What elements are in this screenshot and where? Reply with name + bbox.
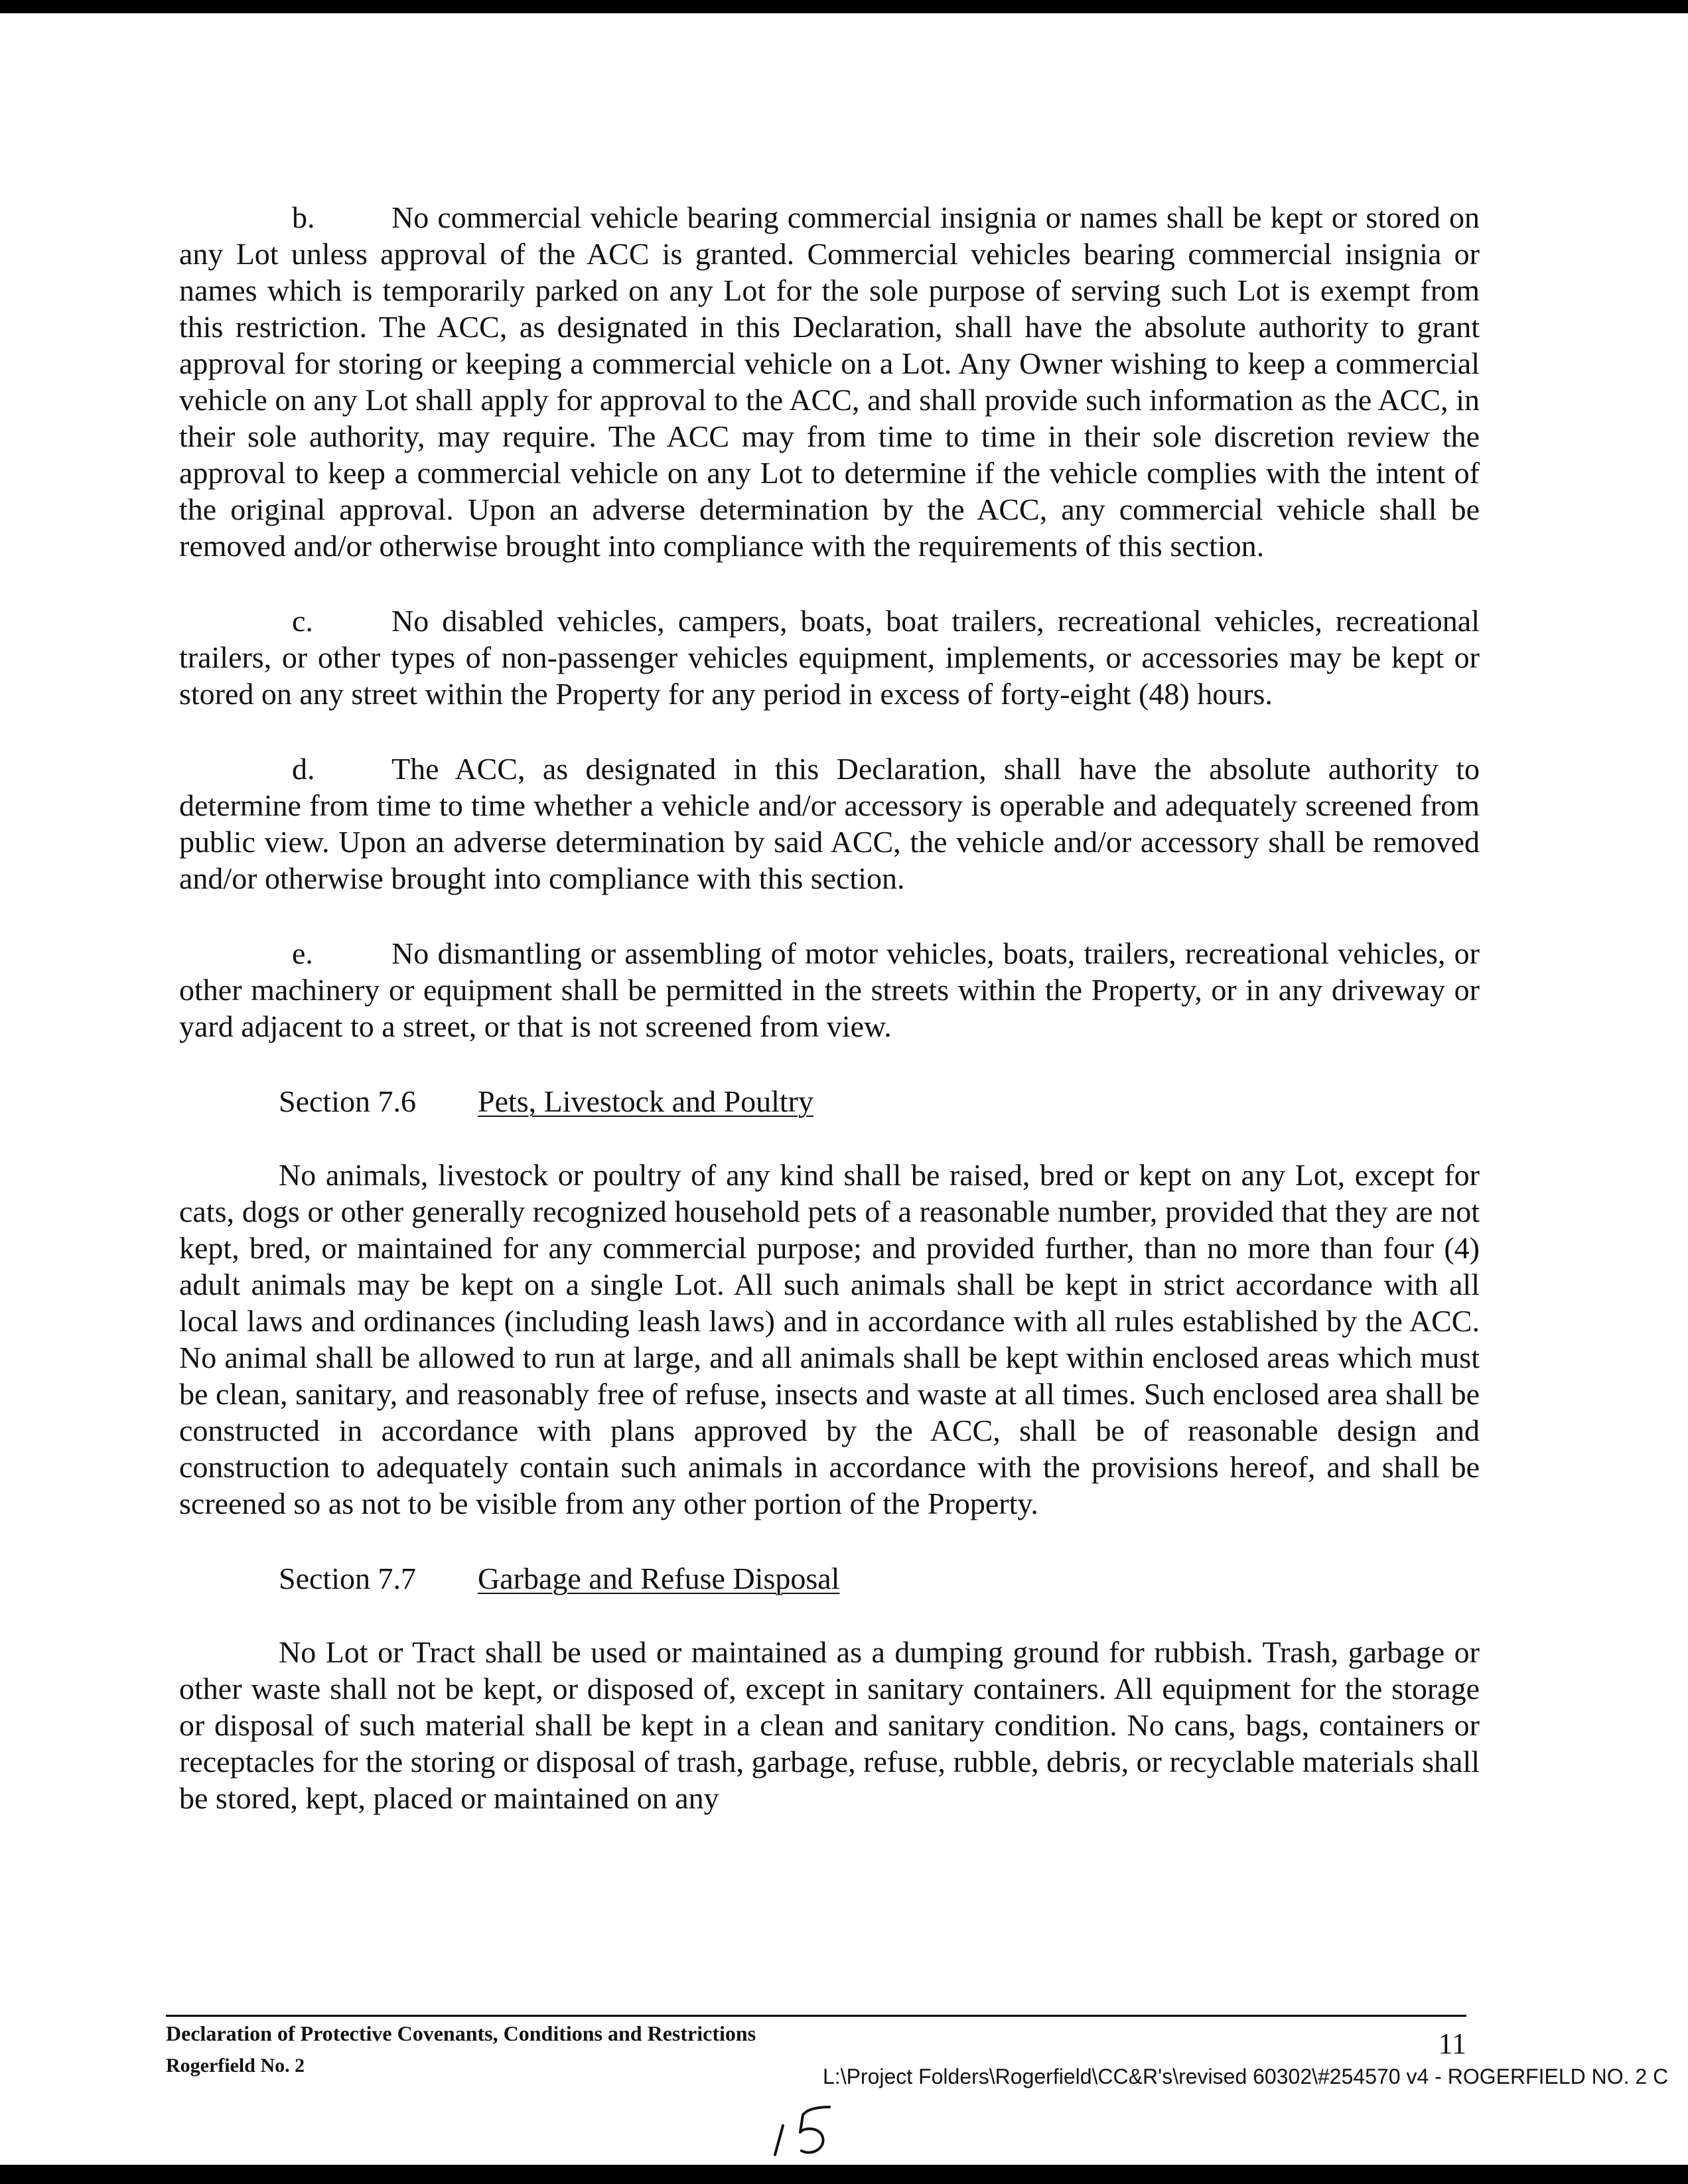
section-7-7-number: Section 7.7 <box>279 1562 416 1595</box>
section-7-6-number: Section 7.6 <box>279 1084 416 1118</box>
paragraph-c-marker: c. <box>292 604 313 638</box>
handwritten-note <box>763 2100 856 2160</box>
footer-title: Declaration of Protective Covenants, Conditions and Restrictions <box>166 2021 756 2045</box>
section-7-6-title: Pets, Livestock and Poultry <box>478 1084 813 1118</box>
handwritten-digit-one <box>775 2126 783 2155</box>
paragraph-d-text: The ACC, as designated in this Declaration, shall have the absolute authority to determine from time to time whether a vehicle and/or accessory is operable and adequately screened from public view. Upon an adverse determination by said ACC, the vehicle and/or accessory shall be removed and/or otherwise brought into compliance with this section. <box>179 752 1480 895</box>
footer-rule <box>166 2015 1466 2017</box>
footer-file-path: L:\Project Folders\Rogerfield\CC&R's\revised 60302\#254570 v4 - ROGERFIELD NO. 2 C <box>823 2065 1669 2088</box>
paragraph-b-marker: b. <box>292 200 315 234</box>
section-7-6-heading <box>279 1083 1480 1120</box>
paragraph-c <box>179 603 1480 712</box>
section-7-7-text: No Lot or Tract shall be used or maintained as a dumping ground for rubbish. Trash, garbage or other waste shall not be kept, or disposed of, except in sanitary containers. All equipment for the storage or disposal of such material shall be kept in a clean and sanitary condition. No cans, bags, containers or receptacles for the storing or disposal of trash, garbage, refuse, rubble, debris, or recyclable materials shall be stored, kept, placed or maintained on any <box>179 1635 1480 1815</box>
paragraph-b <box>179 199 1480 564</box>
section-7-7-paragraph <box>179 1634 1480 1816</box>
footer-subtitle: Rogerfield No. 2 <box>166 2055 305 2076</box>
paragraph-e <box>179 935 1480 1045</box>
paragraph-b-text: No commercial vehicle bearing commercial insignia or names shall be kept or stored on any Lot unless approval of the ACC is granted. Commercial vehicles bearing commercial insignia or names which is temporarily parked on any Lot for the sole purpose of serving such Lot is exempt from this restriction. The ACC, as designated in this Declaration, shall have the absolute authority to grant approval for storing or keeping a commercial vehicle on a Lot. Any Owner wishing to keep a commercial vehicle on any Lot shall apply for approval to the ACC, and shall provide such information as the ACC, in their sole authority, may require. The ACC may from time to time in their sole discretion review the approval to keep a commercial vehicle on any Lot to determine if the vehicle complies with the intent of the original approval. Upon an adverse determination by the ACC, any commercial vehicle shall be removed and/or otherwise brought into compliance with the requirements of this section. <box>179 200 1480 563</box>
section-7-6-text: No animals, livestock or poultry of any kind shall be raised, bred or kept on any Lot, except for cats, dogs or other generally recognized household pets of a reasonable number, provided that they are not kept, bred, or maintained for any commercial purpose; and provided further, than no more than four (4) adult animals may be kept on a single Lot. All such animals shall be kept in strict accordance with all local laws and ordinances (including leash laws) and in accordance with all rules established by the ACC. No animal shall be allowed to run at large, and all animals shall be kept within enclosed areas which must be clean, sanitary, and reasonably free of refuse, insects and waste at all times. Such enclosed area shall be constructed in accordance with plans approved by the ACC, shall be of reasonable design and construction to adequately contain such animals in accordance with the provisions hereof, and shall be screened so as not to be visible from any other portion of the Property. <box>179 1158 1480 1520</box>
section-7-6-paragraph <box>179 1157 1480 1522</box>
scan-border-bottom <box>0 2165 1688 2184</box>
section-7-7-heading <box>279 1560 1480 1597</box>
handwritten-note-text: 16 <box>763 2100 764 2101</box>
paragraph-e-text: No dismantling or assembling of motor vehicles, boats, trailers, recreational vehicles, or other machinery or equipment shall be permitted in the streets within the Property, or in any driveway or yard adjacent to a street, or that is not screened from view. <box>179 936 1480 1043</box>
section-7-7-title: Garbage and Refuse Disposal <box>478 1562 840 1595</box>
scan-border-top <box>0 0 1688 13</box>
handwritten-digit-six <box>800 2107 829 2153</box>
paragraph-e-marker: e. <box>292 936 313 970</box>
paragraph-d-marker: d. <box>292 752 315 786</box>
paragraph-d <box>179 751 1480 897</box>
page-number: 11 <box>1438 2027 1466 2060</box>
document-body <box>179 199 1480 1855</box>
paragraph-c-text: No disabled vehicles, campers, boats, boat trailers, recreational vehicles, recreational trailers, or other types of non-passenger vehicles equipment, implements, or accessories may be kept or stored on any street within the Property for any period in excess of forty-eight (48) hours. <box>179 604 1480 711</box>
